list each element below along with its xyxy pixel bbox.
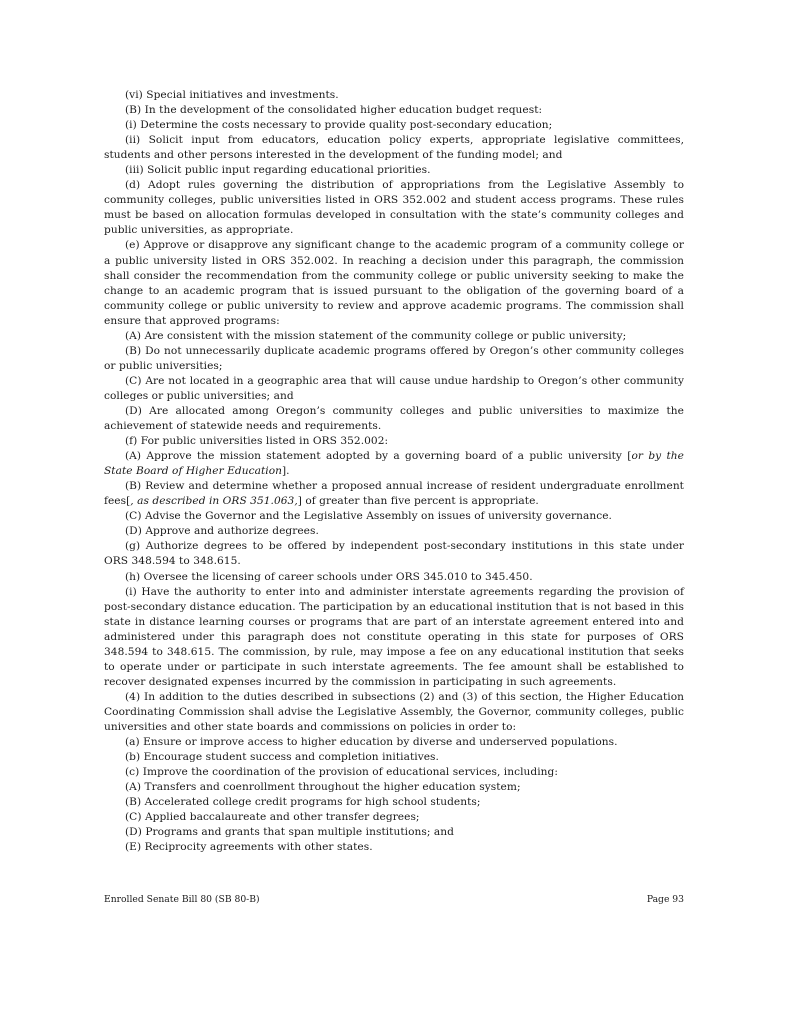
paragraph: (4) In addition to the duties described in subsections (2) and (3) of this section, the Higher Education Coordinating Commission shall advise the Legislative Assembly, the Governor, community colleges, public universities and other state boards and commissions on policies in order to: [104,690,684,733]
paragraph: (B) In the development of the consolidated higher education budget request: [125,104,543,117]
bill-identifier: Enrolled Senate Bill 80 (SB 80-B) [104,894,260,905]
paragraph: (i) Determine the costs necessary to provide quality post-secondary education; [125,119,553,132]
paragraph: (B) Do not unnecessarily duplicate academic programs offered by Oregon’s other community colleges or public universities; [104,344,684,372]
deleted-text: , as described in ORS 351.063, [130,495,298,508]
paragraph: (ii) Solicit input from educators, education policy experts, appropriate legislative committees, students and other persons interested in the development of the funding model; and [104,134,684,162]
document-body [104,88,684,855]
paragraph: (iii) Solicit public input regarding educational priorities. [125,164,431,177]
paragraph: (D) Approve and authorize degrees. [125,525,319,538]
paragraph: (A) Are consistent with the mission statement of the community college or public university; [125,329,627,342]
paragraph: (C) Are not located in a geographic area that will cause undue hardship to Oregon’s other community colleges or public universities; and [104,374,684,402]
paragraph: (E) Reciprocity agreements with other states. [125,841,373,854]
paragraph: (C) Advise the Governor and the Legislative Assembly on issues of university governance. [125,510,612,523]
paragraph: (D) Are allocated among Oregon’s community colleges and public universities to maximize the achievement of statewide needs and requirements. [104,404,684,433]
paragraph: (D) Programs and grants that span multiple institutions; and [125,826,455,839]
paragraph: (f) For public universities listed in ORS 352.002: [125,435,389,448]
paragraph: (e) Approve or disapprove any significant change to the academic program of a community college or a public university listed in ORS 352.002. In reaching a decision under this paragraph, the commission shall consider the recommendation from the community college or public university seeking to make the change to an academic program that is issued pursuant to the obligation of the governing board of a community college or public university to review and approve academic programs. The commission shall ensure that approved programs: [104,239,684,327]
page-footer [104,894,684,905]
paragraph: (c) Improve the coordination of the provision of educational services, including: [125,766,558,779]
page-number: Page 93 [646,894,684,905]
paragraph: (g) Authorize degrees to be offered by independent post-secondary institutions in this state under ORS 348.594 to 348.615. [104,540,684,568]
paragraph: (h) Oversee the licensing of career schools under ORS 345.010 to 345.450. [125,570,533,583]
paragraph: (A) Transfers and coenrollment throughout the higher education system; [125,781,521,794]
paragraph: (C) Applied baccalaureate and other transfer degrees; [125,811,420,824]
deleted-text: or by the State Board of Higher Education [104,450,684,478]
paragraph: (vi) Special initiatives and investments. [125,89,339,101]
paragraph-mission-statement: (A) Approve the mission statement adopted by a governing board of a public university [or by the State Board of Higher Education]. [104,450,684,478]
paragraph: (i) Have the authority to enter into and administer interstate agreements regarding the provision of post-secondary distance education. The participation by an educational institution that is not based in this state in distance learning courses or programs that are part of an interstate agreement entered into and administered under this paragraph does not constitute operating in this state for purposes of ORS 348.594 to 348.615. The commission, by rule, may impose a fee on any educational institution that seeks to operate under or participate in such interstate agreements. The fee amount shall be established to recover designated expenses incurred by the commission in participating in such agreements. [104,585,684,688]
paragraph: (B) Accelerated college credit programs for high school students; [125,796,481,809]
paragraph-enrollment-fees: (B) Review and determine whether a proposed annual increase of resident undergraduate enrollment fees[, as described in ORS 351.063,] of greater than five percent is appropriate. [104,480,684,508]
paragraph: (a) Ensure or improve access to higher education by diverse and underserved populations. [125,736,618,749]
paragraph: (d) Adopt rules governing the distribution of appropriations from the Legislative Assembly to community colleges, public universities listed in ORS 352.002 and student access programs. These rules must be based on allocation formulas developed in consultation with the state’s community colleges and public universities, as appropriate. [104,179,684,237]
paragraph: (b) Encourage student success and completion initiatives. [125,751,439,764]
